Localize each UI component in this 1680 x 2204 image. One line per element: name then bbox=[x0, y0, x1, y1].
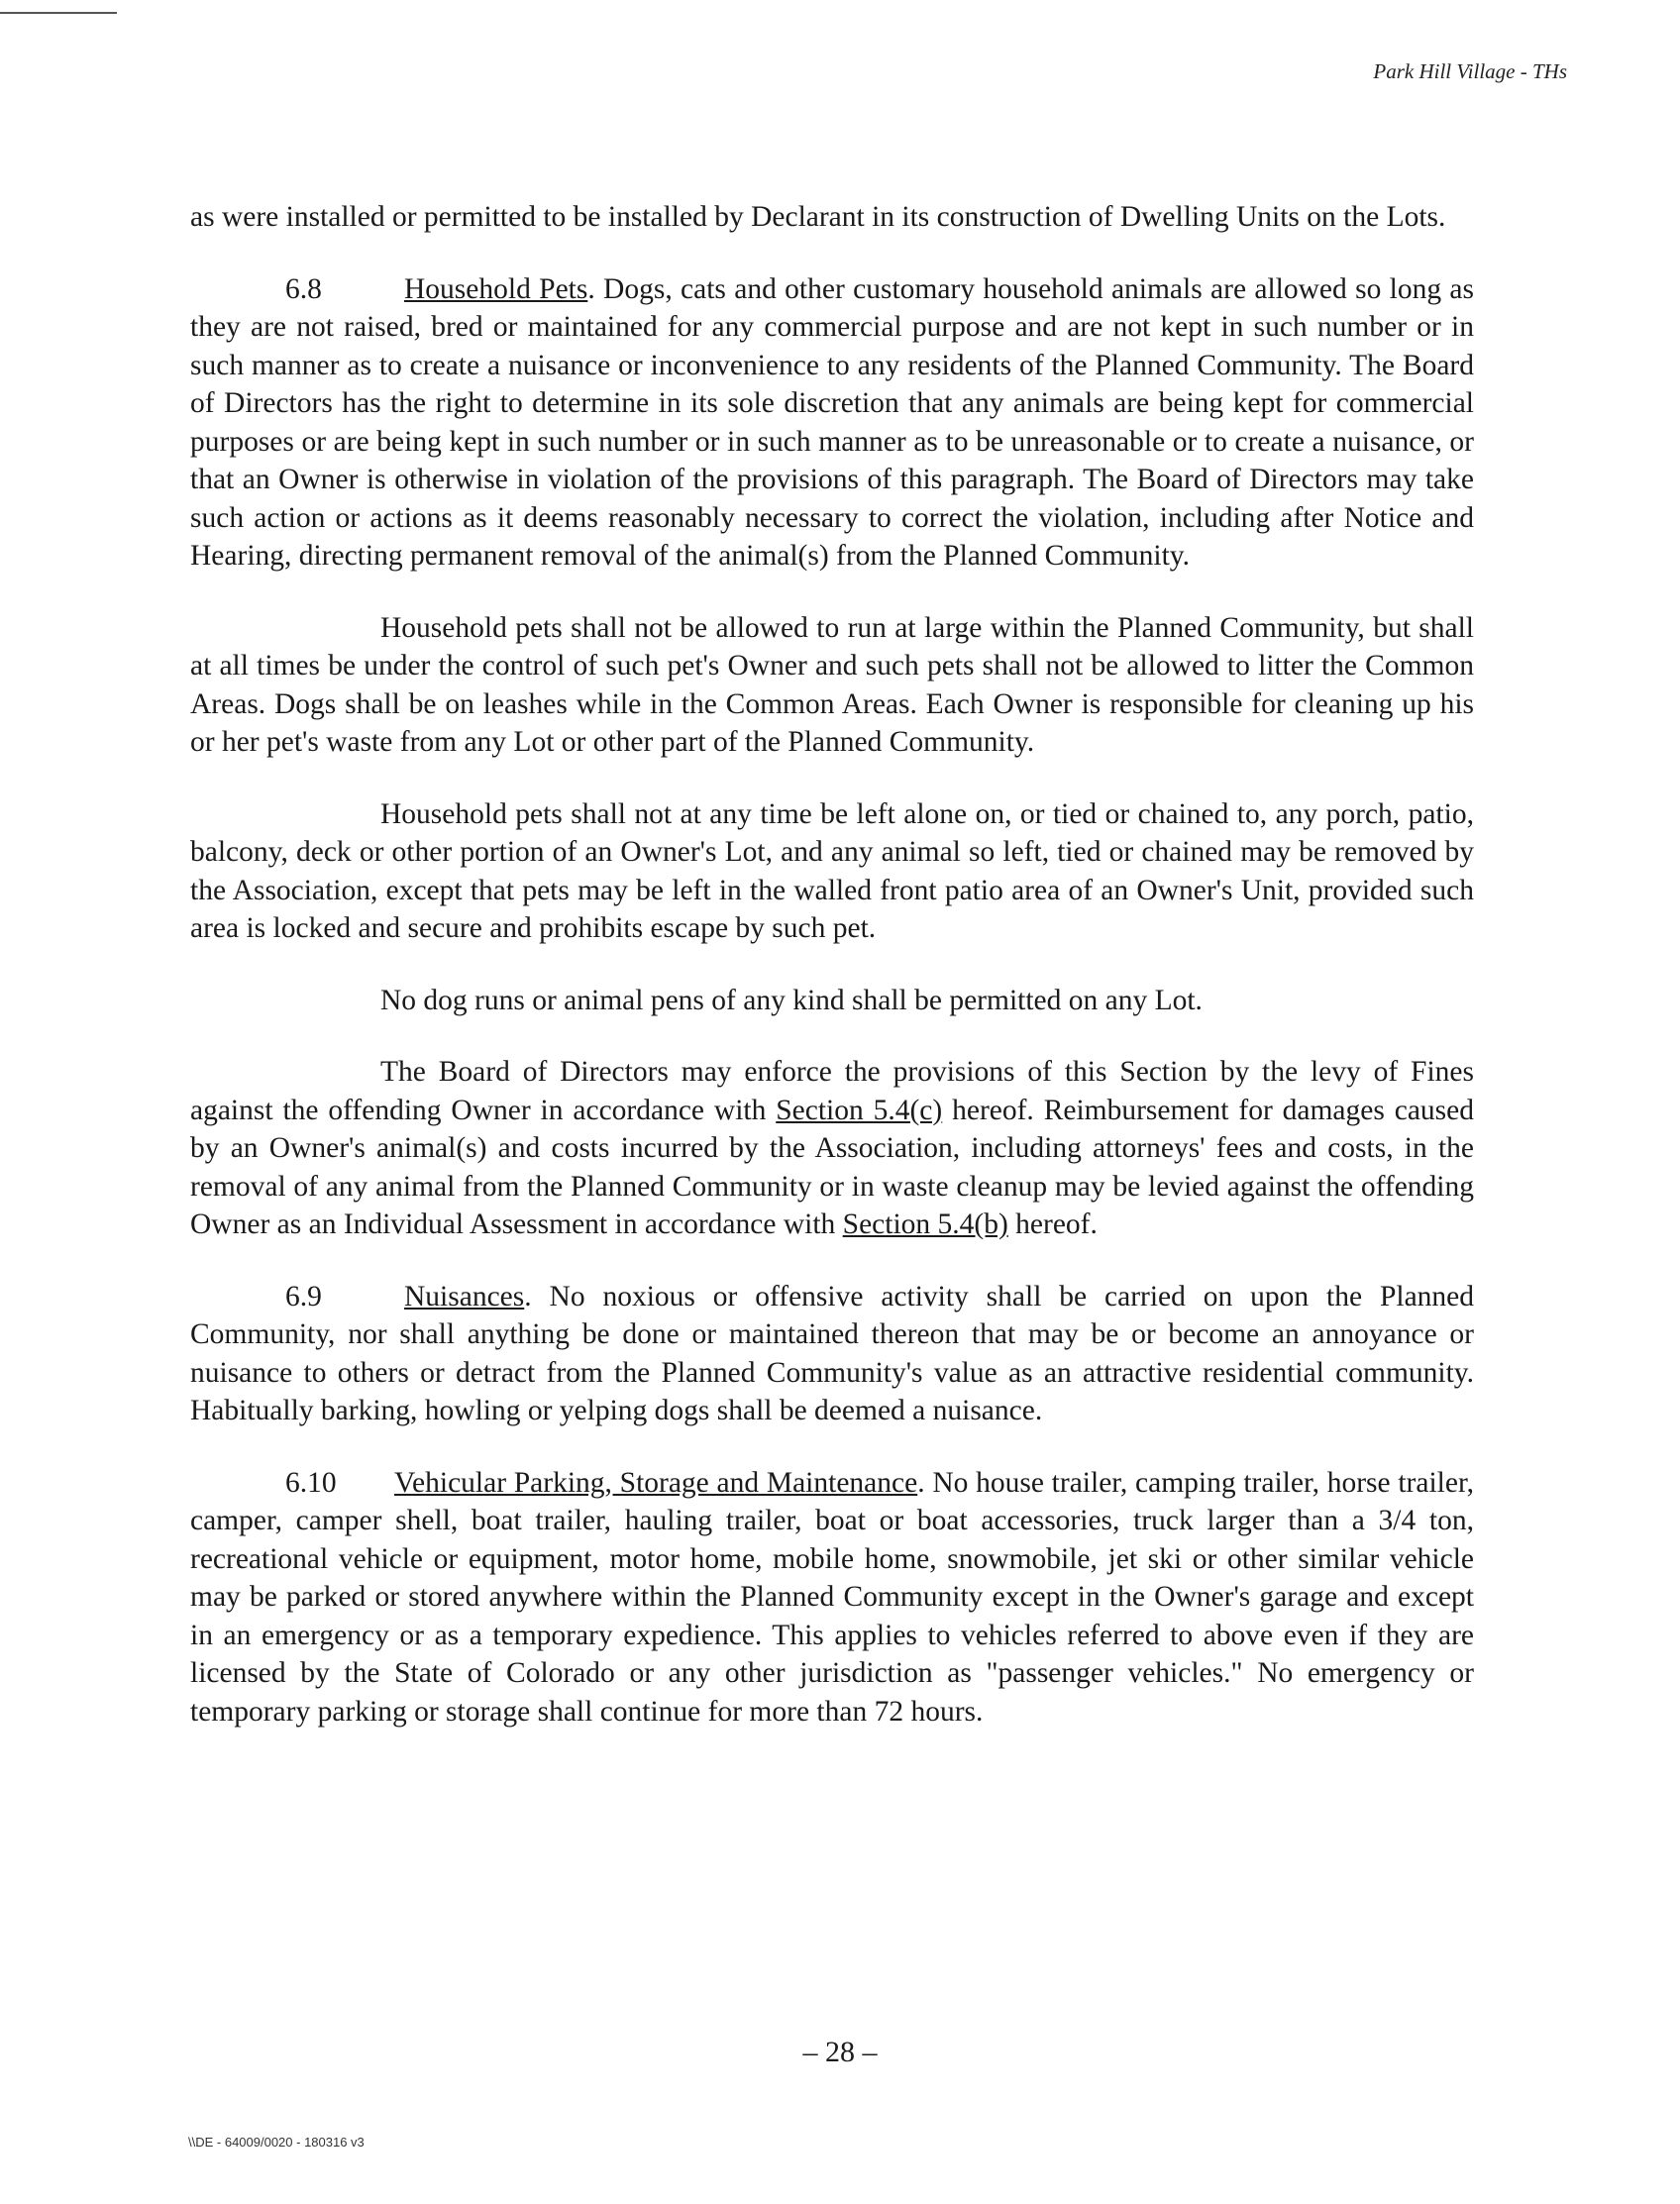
section-reference: Section 5.4(c) bbox=[776, 1094, 943, 1126]
section-6-9 bbox=[190, 1278, 1474, 1430]
section-text: . No house trailer, camping trailer, horse trailer, camper, camper shell, boat trailer, hauling trailer, boat or boat accessories, truck larger than a 3/4 ton, recreational vehicle or equipment, motor home, mobile home, snowmobile, jet ski or other similar vehicle may be parked or stored anywhere within the Planned Community except in the Owner's garage and except in an emergency or as a temporary expedience. This applies to vehicles referred to above even if they are licensed by the State of Colorado or any other jurisdiction as "passenger vehicles." No emergency or temporary parking or storage shall continue for more than 72 hours. bbox=[190, 1466, 1474, 1728]
section-reference: Section 5.4(b) bbox=[842, 1208, 1008, 1240]
running-header: Park Hill Village - THs bbox=[1373, 59, 1567, 83]
section-6-8 bbox=[190, 270, 1474, 576]
document-body bbox=[190, 198, 1474, 1764]
paragraph-pets-tied: Household pets shall not at any time be left alone on, or tied or chained to, any porch, patio, balcony, deck or other portion of an Owner's Lot, and any animal so left, tied or chained may be removed by the Association, except that pets may be left in the walled front patio area of an Owner's Unit, provided such area is locked and secure and prohibits escape by such pet. bbox=[190, 797, 1474, 944]
paragraph-pets-at-large: Household pets shall not be allowed to run at large within the Planned Community, but shall at all times be under the control of such pet's Owner and such pets shall not be allowed to litter the Common Areas. Dogs shall be on leashes while in the Common Areas. Each Owner is responsible for cleaning up his or her pet's waste from any Lot or other part of the Planned Community. bbox=[190, 611, 1474, 758]
section-number: 6.9 bbox=[285, 1280, 322, 1312]
paragraph-continuation: as were installed or permitted to be installed by Declarant in its construction of Dwelling Units on the Lots. bbox=[190, 201, 1446, 233]
section-heading: Household Pets bbox=[404, 272, 588, 305]
section-number: 6.8 bbox=[285, 272, 322, 305]
section-text: . Dogs, cats and other customary household animals are allowed so long as they are not raised, bred or maintained for any commercial purpose and are not kept in such number or in such manner as to create a nuisance or inconvenience to any residents of the Planned Community. The Board of Directors has the right to determine in its sole discretion that any animals are being kept for commercial purposes or are being kept in such number or in such manner as to be unreasonable or to create a nuisance, or that an Owner is otherwise in violation of the provisions of this paragraph. The Board of Directors may take such action or actions as it deems reasonably necessary to correct the violation, including after Notice and Hearing, directing permanent removal of the animal(s) from the Planned Community. bbox=[190, 272, 1475, 572]
paragraph-dog-runs: No dog runs or animal pens of any kind shall be permitted on any Lot. bbox=[380, 984, 1203, 1016]
section-number: 6.10 bbox=[285, 1466, 337, 1499]
section-text: . No noxious or offensive activity shall be carried on upon the Planned Community, nor shall anything be done or maintained thereon that may be or become an annoyance or nuisance to others or detract from the Planned Community's value as an attractive residential community. Habitually barking, howling or yelping dogs shall be deemed a nuisance. bbox=[190, 1280, 1474, 1426]
section-heading: Nuisances bbox=[404, 1280, 525, 1312]
page-number: – 28 – bbox=[802, 2036, 878, 2068]
document-id: \\DE - 64009/0020 - 180316 v3 bbox=[188, 2135, 365, 2150]
paragraph-enforcement: The Board of Directors may enforce the provisions of this Section by the levy of Fines against the offending Owner in accordance with Section 5.4(c) hereof. Reimbursement for damages caused by an Owner's animal(s) and costs incurred by the Association, including attorneys' fees and costs, in the removal of any animal from the Planned Community or in waste cleanup may be levied against the offending Owner as an Individual Assessment in accordance with Section 5.4(b) hereof. bbox=[190, 1056, 1474, 1240]
corner-mark bbox=[0, 12, 117, 14]
section-6-10 bbox=[190, 1464, 1474, 1732]
section-heading: Vehicular Parking, Storage and Maintenance bbox=[394, 1466, 918, 1499]
